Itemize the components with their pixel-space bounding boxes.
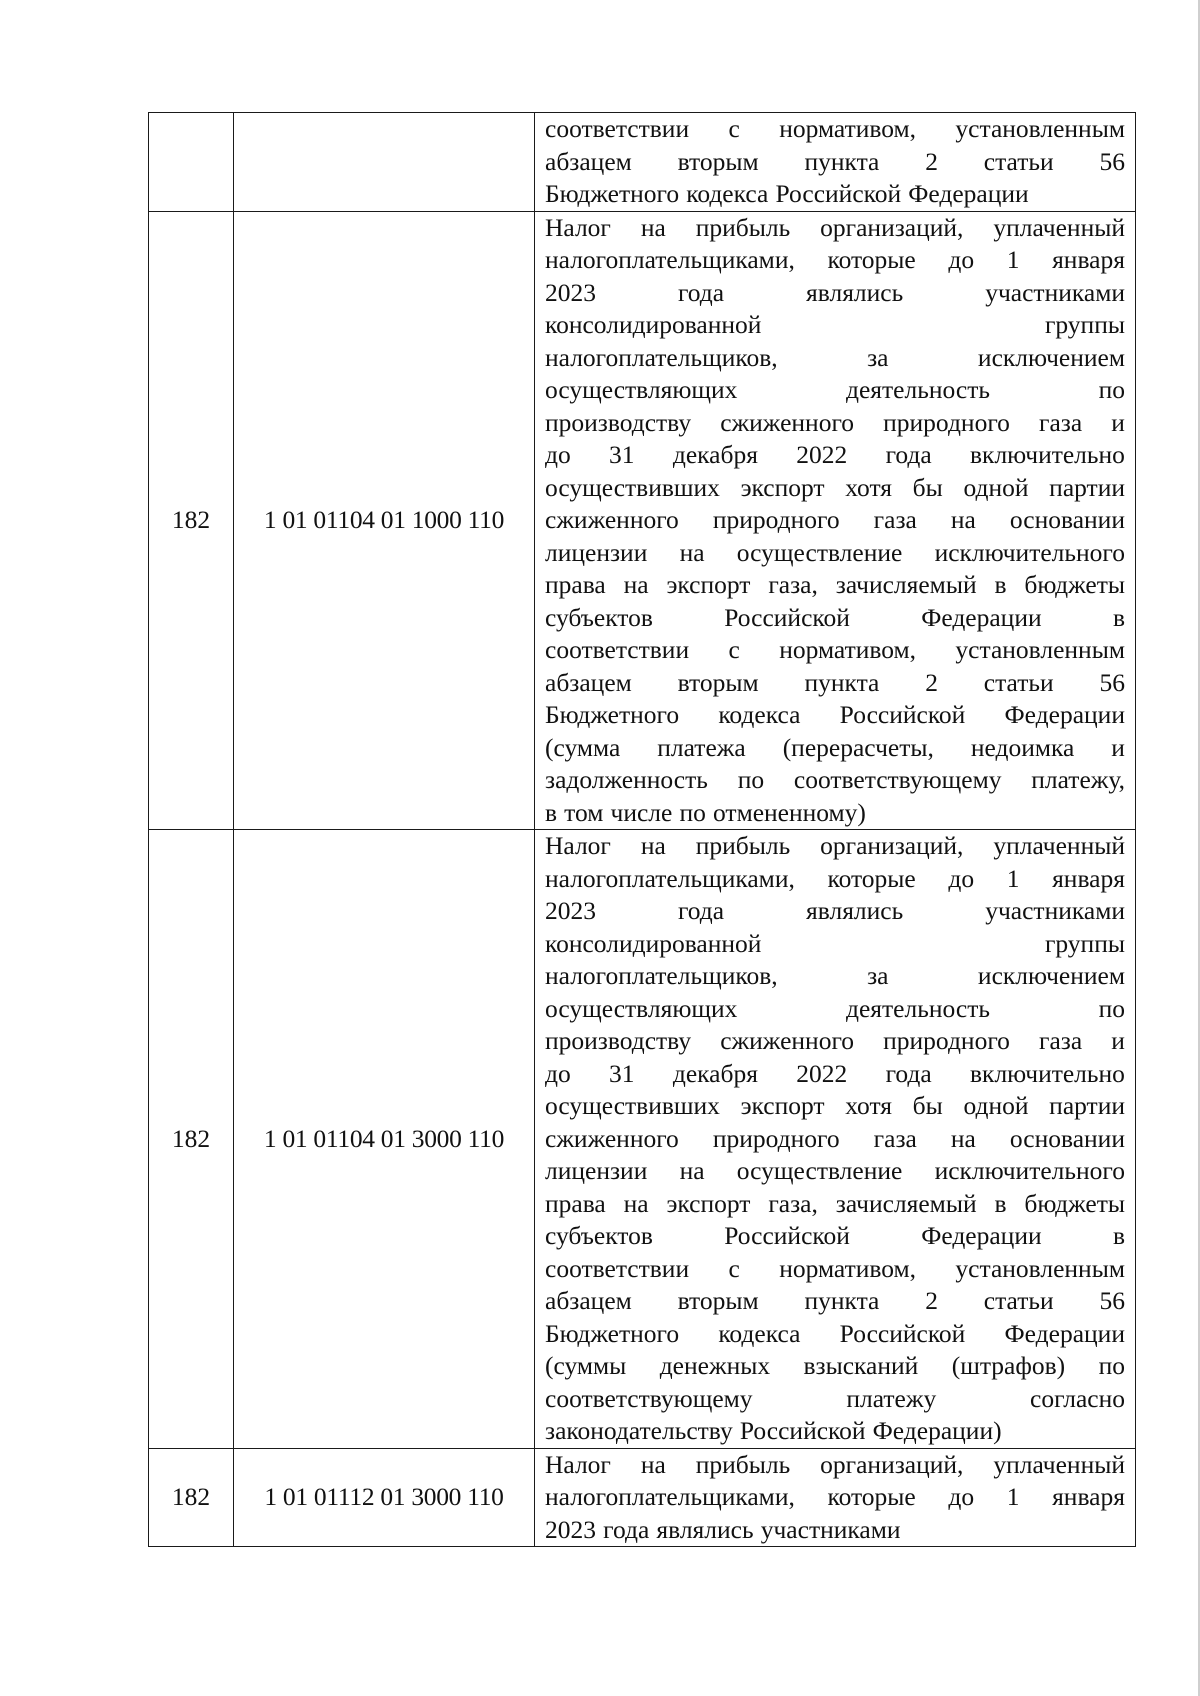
description-line bbox=[545, 602, 1125, 635]
description-line bbox=[545, 1350, 1125, 1383]
kbk-code-cell: 1 01 01112 01 3000 110 bbox=[234, 1448, 535, 1547]
word: Российской bbox=[839, 700, 966, 729]
description-line bbox=[545, 928, 1125, 961]
word: Налог bbox=[545, 212, 611, 242]
word: декабря bbox=[672, 1058, 758, 1088]
word: зачисляемый bbox=[835, 570, 977, 599]
word: года bbox=[677, 277, 725, 307]
word: вторым bbox=[677, 1286, 759, 1315]
word: 2023 bbox=[545, 1514, 596, 1544]
word: являлись bbox=[806, 277, 904, 307]
word: Бюджетного bbox=[545, 179, 680, 208]
word: лицензии bbox=[545, 537, 648, 567]
word: налогоплательщиками, bbox=[545, 245, 795, 274]
word: года bbox=[885, 1058, 932, 1088]
word: консолидированной bbox=[545, 310, 762, 339]
description-line bbox=[545, 1253, 1125, 1286]
word: кодекса bbox=[718, 700, 801, 729]
word: Федерации bbox=[1004, 1318, 1125, 1348]
word: субъектов bbox=[545, 1221, 653, 1250]
word: января bbox=[1052, 245, 1125, 274]
word: с bbox=[728, 114, 740, 143]
word: по bbox=[737, 765, 765, 794]
word: зачисляемый bbox=[835, 1188, 977, 1218]
word: сжиженного bbox=[545, 1123, 679, 1153]
description-line bbox=[545, 1090, 1125, 1123]
word: за bbox=[867, 342, 889, 372]
word: основании bbox=[1009, 1123, 1125, 1153]
word: недоимка bbox=[970, 732, 1075, 762]
word: 56 bbox=[1099, 1286, 1125, 1315]
description-line bbox=[545, 830, 1125, 863]
description-line bbox=[545, 993, 1125, 1026]
admin-code-cell: 182 bbox=[149, 1448, 234, 1547]
word: абзацем bbox=[545, 146, 632, 176]
word: нормативом, bbox=[779, 114, 917, 143]
word: осуществивших bbox=[545, 1091, 720, 1120]
description-line bbox=[545, 1025, 1125, 1058]
word: партии bbox=[1049, 1091, 1125, 1120]
word: 31 bbox=[609, 440, 635, 469]
word: 2 bbox=[925, 667, 938, 697]
word: установленным bbox=[955, 635, 1125, 664]
word: статьи bbox=[983, 146, 1054, 176]
word: до bbox=[545, 440, 571, 469]
word: одной bbox=[963, 472, 1029, 502]
word: вторым bbox=[677, 146, 759, 176]
word: газа, bbox=[768, 1188, 818, 1218]
word: соответствии bbox=[545, 635, 690, 664]
word: абзацем bbox=[545, 1286, 632, 1315]
word: являлись bbox=[656, 1514, 754, 1544]
word: кодекса bbox=[686, 179, 769, 208]
word: экспорт bbox=[740, 472, 825, 502]
word: Российской bbox=[739, 1416, 866, 1445]
description-line bbox=[545, 113, 1125, 146]
word: пункта bbox=[804, 146, 880, 176]
word: вторым bbox=[677, 667, 759, 697]
kbk-table bbox=[148, 112, 1136, 1547]
word: с bbox=[728, 1253, 740, 1283]
description-line bbox=[545, 309, 1125, 342]
description-line bbox=[545, 1383, 1125, 1416]
word: налогоплательщиками, bbox=[545, 1482, 795, 1511]
word: и bbox=[1111, 407, 1125, 437]
word: консолидированной bbox=[545, 928, 762, 958]
word: по bbox=[1098, 993, 1125, 1023]
kbk-code-cell bbox=[234, 113, 535, 212]
word: Российской bbox=[724, 1221, 850, 1250]
word: числе bbox=[610, 797, 673, 827]
description-line bbox=[545, 277, 1125, 310]
word: бюджеты bbox=[1024, 1188, 1125, 1218]
word: бюджеты bbox=[1024, 570, 1125, 599]
word: 1 bbox=[1006, 1482, 1020, 1511]
word: газа bbox=[1039, 407, 1083, 437]
word: кодекса bbox=[718, 1318, 801, 1348]
word: 2022 bbox=[796, 1058, 848, 1088]
word: прибыль bbox=[695, 831, 791, 860]
description-cell bbox=[535, 211, 1136, 830]
word: на bbox=[950, 1123, 976, 1153]
admin-code-cell: 182 bbox=[149, 830, 234, 1449]
description-line bbox=[545, 472, 1125, 505]
word: деятельность bbox=[846, 993, 990, 1023]
word: задолженность bbox=[545, 765, 708, 794]
word: Федерации bbox=[1004, 700, 1125, 729]
word: до bbox=[545, 1058, 571, 1088]
description-line bbox=[545, 244, 1125, 277]
word: участниками bbox=[760, 1514, 901, 1544]
description-line bbox=[545, 569, 1125, 602]
description-line bbox=[545, 960, 1125, 993]
description-line bbox=[545, 537, 1125, 570]
word: налогоплательщиков, bbox=[545, 961, 778, 990]
word: на bbox=[623, 570, 649, 599]
word: экспорт bbox=[666, 1188, 751, 1218]
word: отмененному) bbox=[713, 797, 866, 827]
word: 2023 bbox=[545, 896, 596, 925]
word: 2022 bbox=[796, 440, 848, 469]
word: группы bbox=[1044, 928, 1125, 958]
description-line bbox=[545, 342, 1125, 375]
word: Бюджетного bbox=[545, 1318, 680, 1348]
word: до bbox=[948, 1482, 975, 1511]
word: пункта bbox=[804, 667, 880, 697]
word: Налог bbox=[545, 831, 611, 860]
table-row bbox=[149, 1448, 1136, 1547]
word: платежа bbox=[657, 732, 746, 762]
word: на bbox=[623, 1188, 649, 1218]
description-line bbox=[545, 1188, 1125, 1221]
word: газа bbox=[873, 1123, 917, 1153]
word: и bbox=[1111, 732, 1125, 762]
word: природного bbox=[712, 1123, 840, 1153]
word: 1 bbox=[1006, 863, 1020, 893]
word: по bbox=[1098, 375, 1125, 404]
word: Российской bbox=[775, 179, 902, 208]
description-line bbox=[545, 1481, 1125, 1514]
word: и bbox=[1111, 1026, 1125, 1055]
word: организаций, bbox=[820, 212, 964, 242]
word: декабря bbox=[672, 440, 758, 469]
word: взысканий bbox=[803, 1351, 919, 1380]
word: платежу bbox=[846, 1383, 937, 1413]
word: налогоплательщиков, bbox=[545, 342, 778, 372]
word: Бюджетного bbox=[545, 700, 680, 729]
description-line bbox=[545, 1285, 1125, 1318]
word: Российской bbox=[724, 602, 850, 632]
description-line bbox=[545, 1318, 1125, 1351]
description-line bbox=[545, 895, 1125, 928]
description-line bbox=[545, 374, 1125, 407]
word: на bbox=[950, 505, 976, 534]
word: до bbox=[948, 245, 975, 274]
word: абзацем bbox=[545, 667, 632, 697]
admin-code-cell bbox=[149, 113, 234, 212]
word: одной bbox=[963, 1091, 1029, 1120]
word: статьи bbox=[983, 667, 1054, 697]
word: на bbox=[640, 831, 666, 860]
word: участниками bbox=[985, 277, 1125, 307]
word: которые bbox=[827, 1482, 916, 1511]
word: с bbox=[728, 635, 740, 664]
description-line bbox=[545, 1449, 1125, 1482]
word: природного bbox=[883, 1026, 1010, 1055]
word: исключительного bbox=[934, 1156, 1125, 1185]
word: (сумма bbox=[545, 732, 621, 762]
description-line bbox=[545, 1415, 1125, 1448]
description-line bbox=[545, 1514, 1125, 1547]
word: хотя bbox=[845, 1091, 892, 1120]
table-row bbox=[149, 113, 1136, 212]
word: том bbox=[564, 797, 604, 827]
word: за bbox=[867, 961, 889, 990]
word: лицензии bbox=[545, 1156, 648, 1185]
word: 2 bbox=[925, 1286, 938, 1315]
word: газа bbox=[873, 505, 917, 534]
word: осуществляющих bbox=[545, 993, 738, 1023]
word: организаций, bbox=[820, 831, 964, 860]
word: включительно bbox=[970, 1058, 1125, 1088]
word: на bbox=[640, 212, 666, 242]
word: платежу, bbox=[1031, 765, 1125, 794]
description-line bbox=[545, 504, 1125, 537]
word: осуществление bbox=[736, 1156, 903, 1185]
word: субъектов bbox=[545, 602, 653, 632]
word: нормативом, bbox=[779, 1253, 917, 1283]
word: Федерации bbox=[921, 602, 1042, 632]
word: бы bbox=[912, 472, 943, 502]
word: января bbox=[1052, 1482, 1125, 1511]
word: группы bbox=[1044, 310, 1125, 339]
kbk-code-cell: 1 01 01104 01 1000 110 bbox=[234, 211, 535, 830]
word: права bbox=[545, 1188, 606, 1218]
word: прибыль bbox=[695, 212, 791, 242]
word: организаций, bbox=[820, 1449, 964, 1479]
word: соответствии bbox=[545, 1253, 690, 1283]
description-line bbox=[545, 699, 1125, 732]
word: Федерации bbox=[921, 1221, 1042, 1250]
word: законодательству bbox=[545, 1416, 733, 1445]
word: в bbox=[1112, 602, 1125, 632]
word: на bbox=[679, 537, 705, 567]
word: в bbox=[994, 570, 1007, 599]
word: соответствующему bbox=[793, 765, 1002, 794]
word: газа bbox=[1039, 1026, 1083, 1055]
word: включительно bbox=[970, 440, 1125, 469]
description-line bbox=[545, 732, 1125, 765]
word: года bbox=[885, 440, 932, 469]
word: основании bbox=[1009, 505, 1125, 534]
word: газа, bbox=[768, 570, 818, 599]
word: статьи bbox=[983, 1286, 1054, 1315]
word: в bbox=[545, 797, 558, 827]
description-line bbox=[545, 1155, 1125, 1188]
word: налогоплательщиками, bbox=[545, 863, 795, 893]
word: уплаченный bbox=[993, 212, 1125, 242]
word: по bbox=[679, 797, 706, 827]
word: осуществляющих bbox=[545, 375, 738, 404]
word: по bbox=[1098, 1351, 1125, 1380]
word: участниками bbox=[985, 896, 1125, 925]
word: осуществивших bbox=[545, 472, 720, 502]
word: осуществление bbox=[736, 537, 903, 567]
word: экспорт bbox=[666, 570, 751, 599]
word: установленным bbox=[955, 114, 1125, 143]
word: (суммы bbox=[545, 1351, 627, 1380]
kbk-table-body bbox=[149, 113, 1136, 1547]
word: экспорт bbox=[740, 1091, 825, 1120]
word: на bbox=[640, 1449, 666, 1479]
description-line bbox=[545, 1220, 1125, 1253]
word: соответствующему bbox=[545, 1383, 753, 1413]
admin-code-cell: 182 bbox=[149, 211, 234, 830]
description-line bbox=[545, 439, 1125, 472]
word: исключением bbox=[977, 961, 1125, 990]
word: Налог bbox=[545, 1449, 611, 1479]
word: природного bbox=[883, 407, 1010, 437]
description-line bbox=[545, 863, 1125, 896]
word: прибыль bbox=[695, 1449, 791, 1479]
description-line bbox=[545, 146, 1125, 179]
word: партии bbox=[1049, 472, 1125, 502]
word: Российской bbox=[839, 1318, 966, 1348]
description-cell bbox=[535, 113, 1136, 212]
word: согласно bbox=[1030, 1383, 1125, 1413]
word: которые bbox=[827, 245, 916, 274]
word: года bbox=[603, 1514, 650, 1544]
word: деятельность bbox=[846, 375, 990, 404]
word: являлись bbox=[806, 896, 904, 925]
description-line bbox=[545, 634, 1125, 667]
word: исключительного bbox=[934, 537, 1125, 567]
word: Федерации) bbox=[872, 1416, 1002, 1445]
word: бы bbox=[912, 1091, 943, 1120]
word: (штрафов) bbox=[951, 1351, 1066, 1380]
word: производству bbox=[545, 407, 692, 437]
word: 56 bbox=[1099, 146, 1125, 176]
word: на bbox=[679, 1156, 705, 1185]
table-row bbox=[149, 830, 1136, 1449]
word: хотя bbox=[845, 472, 892, 502]
word: права bbox=[545, 570, 606, 599]
word: денежных bbox=[659, 1351, 771, 1380]
word: которые bbox=[827, 863, 916, 893]
word: сжиженного bbox=[545, 505, 679, 534]
word: в bbox=[1112, 1221, 1125, 1250]
word: уплаченный bbox=[993, 1449, 1125, 1479]
word: природного bbox=[712, 505, 840, 534]
description-line bbox=[545, 667, 1125, 700]
word: уплаченный bbox=[993, 831, 1125, 860]
description-cell bbox=[535, 1448, 1136, 1547]
description-line bbox=[545, 1123, 1125, 1156]
word: сжиженного bbox=[720, 1026, 855, 1055]
word: установленным bbox=[955, 1253, 1125, 1283]
kbk-code-cell: 1 01 01104 01 3000 110 bbox=[234, 830, 535, 1449]
word: 1 bbox=[1006, 245, 1020, 274]
word: производству bbox=[545, 1026, 692, 1055]
word: исключением bbox=[977, 342, 1125, 372]
word: года bbox=[677, 896, 725, 925]
table-row bbox=[149, 211, 1136, 830]
word: до bbox=[948, 863, 975, 893]
word: пункта bbox=[804, 1286, 880, 1315]
word: 31 bbox=[609, 1058, 635, 1088]
word: сжиженного bbox=[720, 407, 855, 437]
word: соответствии bbox=[545, 114, 690, 143]
description-line bbox=[545, 1058, 1125, 1091]
description-line bbox=[545, 797, 1125, 830]
word: 2 bbox=[925, 146, 938, 176]
word: 2023 bbox=[545, 277, 596, 307]
word: нормативом, bbox=[779, 635, 917, 664]
word: 56 bbox=[1099, 667, 1125, 697]
word: января bbox=[1052, 863, 1125, 893]
description-line bbox=[545, 407, 1125, 440]
description-line bbox=[545, 178, 1125, 211]
description-line bbox=[545, 764, 1125, 797]
word: в bbox=[994, 1188, 1007, 1218]
description-cell bbox=[535, 830, 1136, 1449]
word: (перерасчеты, bbox=[782, 732, 934, 762]
word: Федерации bbox=[908, 179, 1029, 208]
description-line bbox=[545, 212, 1125, 245]
